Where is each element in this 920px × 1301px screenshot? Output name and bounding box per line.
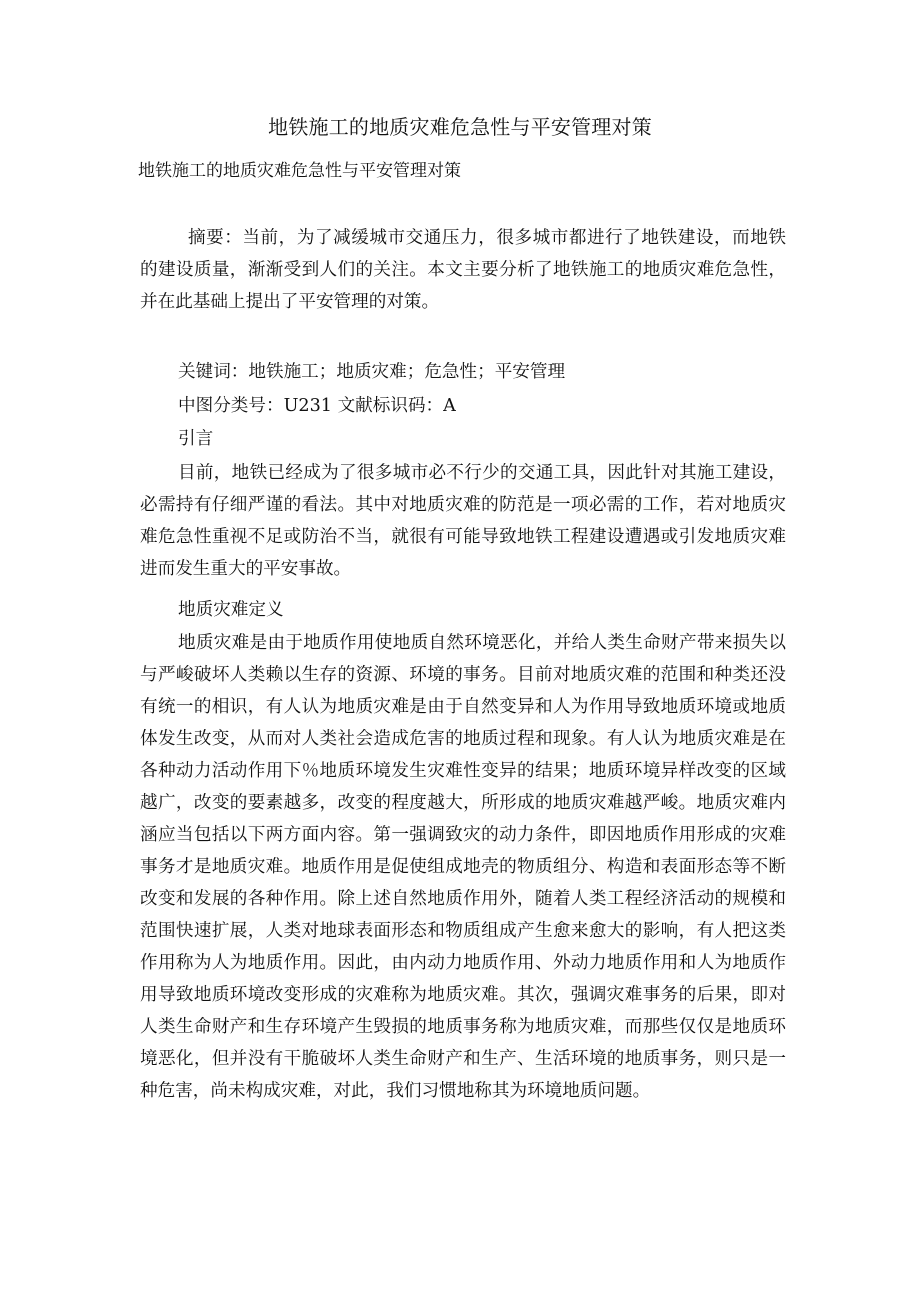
document-title: 地铁施工的地质灾难危急性与平安管理对策 [268,115,652,139]
document-subtitle: 地铁施工的地质灾难危急性与平安管理对策 [138,161,461,181]
classification-line: 中图分类号：U231 文献标识码：A [178,396,456,416]
section-heading-definition: 地质灾难定义 [178,600,284,620]
keywords-line: 关键词：地铁施工；地质灾难；危急性；平安管理 [178,362,566,382]
introduction-paragraph: 目前，地铁已经成为了很多城市必不行少的交通工具，因此针对其施工建设，必需持有仔细严谨的看法。其中对地质灾难的防范是一项必需的工作，若对地质灾难危急性重视不足或防治不当，就很有可能导致地铁工程建设遭遇或引发地质灾难进而发生重大的平安事故。 [140,463,786,579]
section-heading-introduction: 引言 [178,429,214,449]
abstract-paragraph: 摘要：当前，为了减缓城市交通压力，很多城市都进行了地铁建设，而地铁的建设质量，渐渐受到人们的关注。本文主要分析了地铁施工的地质灾难危急性，并在此基础上提出了平安管理的对策。 [140,228,786,312]
definition-paragraph: 地质灾难是由于地质作用使地质自然环境恶化，并给人类生命财产带来损失以与严峻破坏人类赖以生存的资源、环境的事务。目前对地质灾难的范围和种类还没有统一的相识，有人认为地质灾难是由于自然变异和人为作用导致地质环境或地质体发生改变，从而对人类社会造成危害的地质过程和现象。有人认为地质灾难是在各种动力活动作用下％地质环境发生灾难性变异的结果；地质环境异样改变的区域越广，改变的要素越多，改变的程度越大，所形成的地质灾难越严峻。地质灾难内涵应当包括以下两方面内容。第一强调致灾的动力条件，即因地质作用形成的灾难事务才是地质灾难。地质作用是促使组成地壳的物质组分、构造和表面形态等不断改变和发展的各种作用。除上述自然地质作用外，随着人类工程经济活动的规模和范围快速扩展，人类对地球表面形态和物质组成产生愈来愈大的影响，有人把这类作用称为人为地质作用。因此，由内动力地质作用、外动力地质作用和人为地质作用导致地质环境改变形成的灾难称为地质灾难。其次，强调灾难事务的后果，即对人类生命财产和生存环境产生毁损的地质事务称为地质灾难，而那些仅仅是地质环境恶化，但并没有干脆破坏人类生命财产和生产、生活环境的地质事务，则只是一种危害，尚未构成灾难，对此，我们习惯地称其为环境地质问题。 [140,633,786,1101]
